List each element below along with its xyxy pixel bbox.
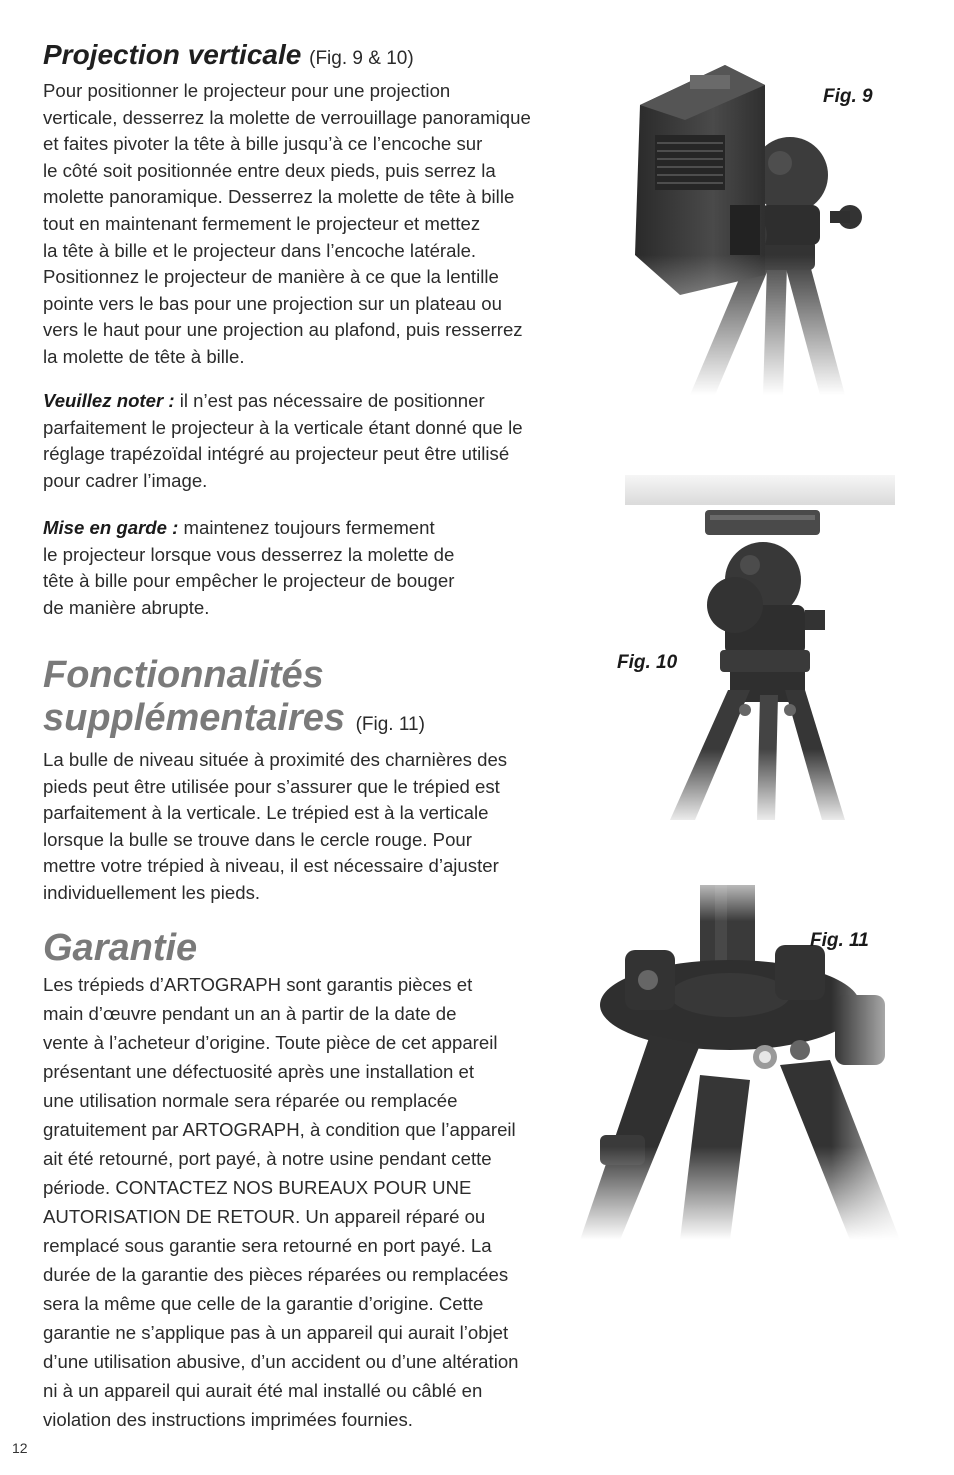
text-line: pieds peut être utilisée pour s’assurer que le trépied est (43, 775, 500, 797)
text-line: ait été retourné, port payé, à notre usine pendant cette (43, 1148, 492, 1169)
section-projection-verticale (43, 40, 573, 371)
note-block (43, 388, 573, 494)
text-line: d’une utilisation abusive, d’un accident ou d’une altération (43, 1351, 519, 1372)
text-line: le projecteur lorsque vous desserrez la molette de (43, 543, 455, 565)
figure-11-photo (580, 865, 915, 1240)
projector-tripod-illustration (595, 45, 925, 395)
figure-9-photo (595, 45, 925, 395)
text-line: vers le haut pour une projection au plafond, puis resserrez (43, 319, 523, 341)
figure-reference: (Fig. 11) (355, 714, 425, 735)
text-line: tête à bille pour empêcher le projecteur de bouger (43, 570, 455, 592)
text-line: période. CONTACTEZ NOS BUREAUX POUR UNE (43, 1177, 472, 1198)
figure-10-photo (600, 465, 930, 820)
text-line: parfaitement le projecteur à la verticale étant donné que le (43, 416, 523, 438)
text-line: verticale, desserrez la molette de verrouillage panoramique (43, 106, 531, 128)
text-line: violation des instructions imprimées fournies. (43, 1409, 413, 1430)
text-line: remplacé sous garantie sera retourné en port payé. La (43, 1235, 492, 1256)
text-line: il n’est pas nécessaire de positionner (174, 390, 485, 411)
caution-label: Mise en garde : (43, 517, 179, 538)
text-line: de manière abrupte. (43, 596, 210, 618)
text-line: sera la même que celle de la garantie d’origine. Cette (43, 1293, 484, 1314)
text-line: La bulle de niveau située à proximité des charnières des (43, 749, 508, 770)
section-title (43, 40, 573, 74)
paragraph-note (43, 388, 573, 494)
text-line: AUTORISATION DE RETOUR. Un appareil réparé ou (43, 1206, 486, 1227)
figure-reference: (Fig. 9 & 10) (309, 48, 414, 69)
page-number: 12 (12, 1440, 28, 1456)
text-line: Pour positionner le projecteur pour une projection (43, 80, 451, 101)
text-line: une utilisation normale sera réparée ou remplacée (43, 1090, 458, 1111)
text-line: molette panoramique. Desserrez la molette de tête à bille (43, 186, 515, 208)
section-garantie (43, 927, 573, 1434)
text-line: réglage trapézoïdal intégré au projecteur peut être utilisé (43, 443, 510, 465)
text-line: présentant une défectuosité après une installation et (43, 1061, 475, 1082)
text-line: Les trépieds d’ARTOGRAPH sont garantis pièces et (43, 974, 473, 995)
text-line: la tête à bille et le projecteur dans l’encoche latérale. (43, 239, 477, 261)
text-line: mettre votre trépied à niveau, il est nécessaire d’ajuster (43, 855, 499, 877)
text-line: gratuitement par ARTOGRAPH, à condition que l’appareil (43, 1119, 516, 1140)
text-line: main d’œuvre pendant un an à partir de la date de (43, 1003, 457, 1024)
text-line: garantie ne s’applique pas à un appareil qui aurait l’objet (43, 1322, 509, 1343)
paragraph-caution (43, 515, 573, 621)
figure-11-label: Fig. 11 (810, 930, 869, 951)
text-line: et faites pivoter la tête à bille jusqu’à ce l’encoche sur (43, 133, 483, 155)
note-label: Veuillez noter : (43, 390, 175, 411)
text-line: la molette de tête à bille. (43, 345, 245, 367)
section-title-line: Fonctionnalités (43, 654, 324, 696)
text-line: durée de la garantie des pièces réparées ou remplacées (43, 1264, 509, 1285)
text-line: individuellement les pieds. (43, 881, 261, 903)
text-line: ni à un appareil qui aurait été mal installé ou câblé en (43, 1380, 483, 1401)
figure-9-label: Fig. 9 (823, 86, 873, 107)
text-line: maintenez toujours fermement (178, 517, 435, 538)
section-title-line: supplémentaires (43, 697, 345, 739)
figure-10-label: Fig. 10 (617, 652, 678, 673)
caution-block (43, 515, 573, 621)
tripod-ballhead-illustration (600, 465, 930, 820)
paragraph-garantie (43, 970, 573, 1434)
section-title (43, 654, 573, 746)
paragraph-fonctionnalites (43, 747, 573, 907)
text-line: le côté soit positionnée entre deux pieds, puis serrez la (43, 159, 496, 181)
section-title: Garantie (43, 927, 198, 969)
tripod-leg-hinge-illustration (580, 865, 915, 1240)
text-line: pour cadrer l’image. (43, 469, 208, 491)
section-title-text: Projection verticale (43, 39, 302, 70)
text-line: vente à l’acheteur d’origine. Toute pièce de cet appareil (43, 1032, 498, 1053)
text-line: Positionnez le projecteur de manière à ce que la lentille (43, 266, 499, 288)
section-fonctionnalites (43, 654, 573, 907)
paragraph-projection (43, 78, 573, 371)
text-line: pointe vers le bas pour une projection sur un plateau ou (43, 292, 502, 314)
text-line: lorsque la bulle se trouve dans le cercle rouge. Pour (43, 828, 472, 850)
text-line: parfaitement à la verticale. Le trépied est à la verticale (43, 802, 489, 824)
text-line: tout en maintenant fermement le projecteur et mettez (43, 212, 481, 234)
